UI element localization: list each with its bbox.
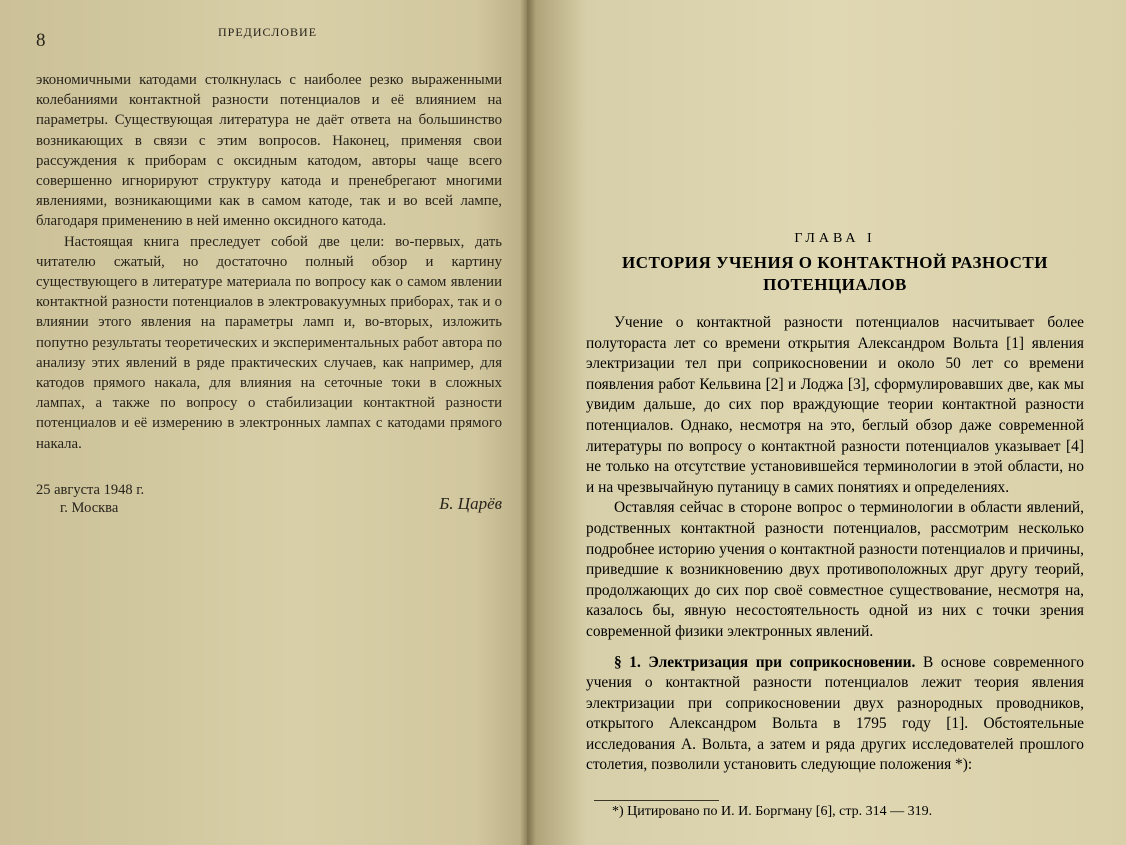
chapter-label: ГЛАВА I: [794, 231, 876, 246]
footnote-rule: [594, 800, 719, 801]
preface-paragraph-1: экономичными катодами столкнулась с наиболее резко выраженными колебаниями контактной разности потенциалов и её влиянием на параметры. Существующая литература не даёт ответа на большинство возникающих в связи с этим вопросов. Наконец, применяя свои рассуждения к приборам с оксидным катодом, авторы чаще всего совершенно игнорируют структуру катода и пренебрегают многими явлениями, возникающими как в самом катоде, так и во всей лампе, благодаря применению в ней именно оксидного катода.: [36, 72, 502, 230]
footnote: *) Цитировано по И. И. Боргману [6], стр. 314 — 319.: [612, 804, 933, 819]
chapter-paragraph-1: Учение о контактной разности потенциалов насчитывает более полутораста лет со времени открытия Александром Вольта [1] явления электризации тел при соприкосновении и около 50 лет со времени появления работ Кельвина [2] и Лоджа [3], сформулировавших две, как мы увидим дальше, до сих пор враждующие теории контактной разности потенциалов. Однако, несмотря на это, беглый обзор даже современной литературы по вопросу о контактной разности потенциалов указывает [4] не только на отсутствие установившейся терминологии в этой области, но и на чрезвычайную путаницу в самих понятиях и определениях.: [586, 314, 1084, 496]
section-text: В основе современного учения о контактной разности потенциалов лежит теория явления электризации при соприкосновении двух разнородных проводников, открытого Александром Вольта в 1795 году [1]. Обстоятельные исследования А. Вольта, а затем и ряда других исследователей прошлого столетия, позволили установить следующие положения *):: [586, 653, 1084, 774]
chapter-paragraph-2: Оставляя сейчас в стороне вопрос о терминологии в области явлений, родственных контактной разности потенциалов, рассмотрим несколько подробнее историю учения о контактной разности потенциалов и причины, приведшие к возникновению двух противоположных друг другу теорий, продолжающих до сих пор своё совместное существование, несмотря на, казалось бы, явную несостоятельность одной из них с точки зрения современной физики электронных явлений.: [586, 499, 1084, 640]
section-heading: § 1. Электризация при соприкосновении.: [614, 653, 916, 671]
left-page: [0, 0, 540, 845]
preface-author: Б. Царёв: [439, 494, 502, 513]
book-gutter: [520, 0, 536, 845]
chapter-body: [586, 313, 1084, 776]
running-head: ПРЕДИСЛОВИЕ: [218, 25, 318, 39]
preface-paragraph-2: Настоящая книга преследует собой две цели: во-первых, дать читателю сжатый, но достаточно полный обзор и картину существующего в литературе материала по вопросу как о самом явлении контактной разности потенциалов в электровакуумных приборах, так и о влиянии этого явления на параметры ламп и, во-вторых, изложить попутно результаты теоретических и экспериментальных работ автора по анализу этих явлений в ряде практических случаев, как например, для катодов прямого накала, для влияния на сеточные токи в сложных лампах, а также по вопросу о стабилизации контактной разности потенциалов и её измерению в электронных лампах с катодами прямого накала.: [36, 233, 502, 452]
section-paragraph: [586, 653, 1084, 777]
preface-city: г. Москва: [60, 500, 119, 516]
chapter-title: ИСТОРИЯ УЧЕНИЯ О КОНТАКТНОЙ РАЗНОСТИ ПОТЕНЦИАЛОВ: [622, 253, 1048, 294]
signature-block: [36, 482, 502, 522]
preface-date: 25 августа 1948 г.: [36, 482, 145, 498]
page-number: 8: [36, 30, 46, 51]
preface-body: [36, 70, 502, 454]
